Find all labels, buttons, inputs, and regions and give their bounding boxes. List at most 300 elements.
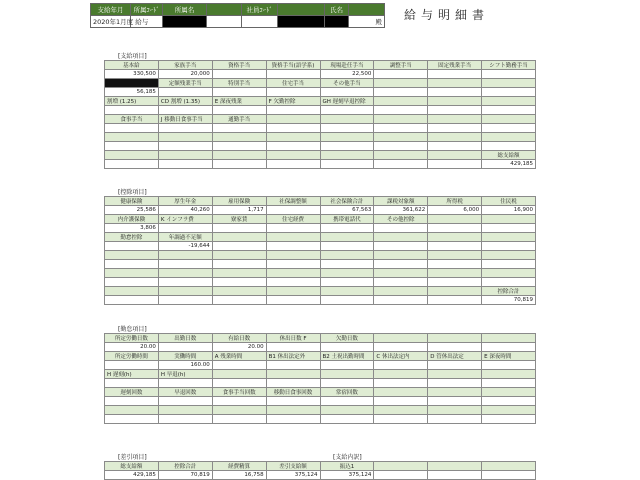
attendance-label-cell: 休出日数 F xyxy=(266,334,320,343)
deductions-value-cell xyxy=(374,278,428,287)
attendance-value-cell xyxy=(428,379,482,388)
payments-value-cell xyxy=(212,88,266,97)
redacted-block xyxy=(278,16,325,28)
attendance-label-cell xyxy=(320,370,374,379)
header-label-row xyxy=(91,4,385,16)
payments-value-cell xyxy=(374,124,428,133)
deductions-value-cell: 67,563 xyxy=(320,206,374,215)
attendance-value-cell xyxy=(266,397,320,406)
attendance-label-cell: 実働時間 xyxy=(158,352,212,361)
deductions-value-cell: 16,900 xyxy=(482,206,536,215)
payments-label-cell xyxy=(482,79,536,88)
deductions-value-cell: 25,586 xyxy=(105,206,159,215)
attendance-value-cell: 20.00 xyxy=(212,343,266,352)
payments-value-cell xyxy=(105,142,159,151)
payments-label-row xyxy=(105,151,536,160)
deductions-value-cell xyxy=(320,242,374,251)
deductions-label-cell xyxy=(158,251,212,260)
payments-value-cell xyxy=(266,142,320,151)
attendance-label-cell: B2 土祝出勤時間 xyxy=(320,352,374,361)
payments-label-cell xyxy=(158,151,212,160)
attendance-value-cell xyxy=(320,379,374,388)
attendance-label-cell: 有給日数 xyxy=(212,334,266,343)
attendance-value-cell xyxy=(158,379,212,388)
attendance-section-label: [勤怠項目] xyxy=(118,326,147,333)
payments-label-cell xyxy=(428,97,482,106)
attendance-label-cell: 所定労働時間 xyxy=(105,352,159,361)
payments-label-cell: 住宅手当 xyxy=(266,79,320,88)
attendance-label-cell xyxy=(482,388,536,397)
deductions-label-cell xyxy=(374,269,428,278)
summary-table xyxy=(104,461,536,480)
deductions-label-cell xyxy=(482,251,536,260)
deductions-label-cell xyxy=(105,287,159,296)
header-value-blank xyxy=(207,16,242,28)
attendance-value-cell xyxy=(374,397,428,406)
payments-value-cell: 56,185 xyxy=(105,88,159,97)
deductions-label-row xyxy=(105,215,536,224)
deductions-value-cell xyxy=(212,278,266,287)
payments-label-cell xyxy=(105,133,159,142)
payments-label-cell: 固定残業手当 xyxy=(428,61,482,70)
payments-value-cell xyxy=(105,124,159,133)
payments-value-cell: 330,500 xyxy=(105,70,159,79)
attendance-value-cell xyxy=(105,415,159,424)
payments-label-cell: 現場赴任手当 xyxy=(320,61,374,70)
dept-code-label: 所属ｺｰﾄﾞ xyxy=(131,4,163,16)
payments-label-cell: 資格手当(語学系) xyxy=(266,61,320,70)
payments-value-cell xyxy=(482,70,536,79)
summary-label-cell xyxy=(482,462,536,471)
payments-label-cell xyxy=(266,115,320,124)
payments-value-cell xyxy=(266,106,320,115)
deductions-value-cell xyxy=(105,296,159,305)
payments-value-cell xyxy=(482,124,536,133)
deductions-label-cell: 課税対象額 xyxy=(374,197,428,206)
summary-value-cell: 375,124 xyxy=(320,471,374,480)
payments-value-cell xyxy=(158,142,212,151)
deductions-label-row xyxy=(105,197,536,206)
payments-value-row xyxy=(105,160,536,169)
payments-label-row xyxy=(105,79,536,88)
deductions-value-cell xyxy=(482,224,536,233)
payments-value-cell: 429,185 xyxy=(482,160,536,169)
deductions-value-row xyxy=(105,224,536,233)
deductions-label-cell xyxy=(428,233,482,242)
pay-period-label: 支給年月 xyxy=(91,4,131,16)
attendance-label-cell: H 遅刻(h) xyxy=(105,370,159,379)
attendance-label-cell xyxy=(428,334,482,343)
deductions-value-cell xyxy=(266,206,320,215)
deductions-value-cell xyxy=(428,242,482,251)
payments-label-cell xyxy=(428,79,482,88)
payments-label-row xyxy=(105,61,536,70)
name-label: 氏名 xyxy=(325,4,349,16)
summary-value-cell xyxy=(374,471,428,480)
payments-label-cell xyxy=(374,151,428,160)
deductions-value-cell xyxy=(105,278,159,287)
payments-label-cell: J 移動日食事手当 xyxy=(158,115,212,124)
payments-label-cell xyxy=(374,79,428,88)
payments-label-cell: 家族手当 xyxy=(158,61,212,70)
attendance-label-row xyxy=(105,370,536,379)
deductions-label-cell: 住民税 xyxy=(482,197,536,206)
deductions-label-cell: K インフラ費 xyxy=(158,215,212,224)
deductions-label-cell xyxy=(374,251,428,260)
payments-value-cell xyxy=(212,70,266,79)
deductions-label-cell: 年調過不足額 xyxy=(158,233,212,242)
deductions-label-cell xyxy=(212,287,266,296)
payments-value-cell xyxy=(158,160,212,169)
deductions-label-cell xyxy=(320,269,374,278)
deductions-value-cell xyxy=(212,242,266,251)
deductions-value-cell xyxy=(212,260,266,269)
payments-value-cell xyxy=(320,142,374,151)
employee-code-label: 社員ｺｰﾄﾞ xyxy=(242,4,278,16)
deductions-label-cell xyxy=(428,269,482,278)
deductions-value-cell xyxy=(105,260,159,269)
deductions-value-cell xyxy=(482,278,536,287)
attendance-value-cell xyxy=(158,415,212,424)
payments-label-cell: E 深夜残業 xyxy=(212,97,266,106)
attendance-value-cell xyxy=(320,343,374,352)
payments-label-cell: F 欠勤控除 xyxy=(266,97,320,106)
payments-value-cell: 20,000 xyxy=(158,70,212,79)
attendance-label-cell: 遅刻回数 xyxy=(105,388,159,397)
attendance-value-cell xyxy=(374,343,428,352)
deductions-value-cell: 6,000 xyxy=(428,206,482,215)
deductions-label-cell xyxy=(105,251,159,260)
deductions-value-cell xyxy=(428,260,482,269)
attendance-value-cell xyxy=(266,415,320,424)
payments-value-cell xyxy=(428,88,482,97)
attendance-value-cell xyxy=(105,397,159,406)
deductions-label-row xyxy=(105,233,536,242)
payment-breakdown-label: [支給内訳] xyxy=(333,454,362,461)
deductions-label-cell xyxy=(266,233,320,242)
summary-label-cell xyxy=(374,462,428,471)
attendance-value-cell xyxy=(266,379,320,388)
payments-value-cell xyxy=(212,142,266,151)
deductions-label-cell xyxy=(212,251,266,260)
summary-value-cell: 16,758 xyxy=(212,471,266,480)
attendance-label-cell xyxy=(482,406,536,415)
deductions-value-cell xyxy=(482,260,536,269)
attendance-value-cell xyxy=(320,361,374,370)
payments-value-cell xyxy=(105,160,159,169)
deductions-value-cell: 361,622 xyxy=(374,206,428,215)
attendance-label-cell: 出勤日数 xyxy=(158,334,212,343)
payments-section-label: [支給項目] xyxy=(118,53,147,60)
payments-value-cell xyxy=(320,160,374,169)
summary-label-row xyxy=(105,462,536,471)
deductions-value-cell xyxy=(374,296,428,305)
deductions-label-cell xyxy=(320,233,374,242)
deductions-value-cell xyxy=(158,296,212,305)
attendance-value-cell xyxy=(482,343,536,352)
summary-value-cell: 429,185 xyxy=(105,471,159,480)
payments-label-cell: その他手当 xyxy=(320,79,374,88)
payments-value-cell xyxy=(428,106,482,115)
attendance-value-cell xyxy=(428,415,482,424)
deductions-label-cell xyxy=(482,233,536,242)
deductions-value-row xyxy=(105,278,536,287)
payments-value-row xyxy=(105,70,536,79)
deductions-section-label: [控除項目] xyxy=(118,189,147,196)
attendance-label-cell xyxy=(266,370,320,379)
attendance-label-cell xyxy=(428,406,482,415)
attendance-value-cell xyxy=(105,361,159,370)
payments-label-cell xyxy=(482,133,536,142)
attendance-label-cell: 食事手当回数 xyxy=(212,388,266,397)
deductions-label-cell xyxy=(212,269,266,278)
attendance-value-cell xyxy=(320,415,374,424)
attendance-label-cell xyxy=(212,370,266,379)
deductions-label-cell: 内介護保険 xyxy=(105,215,159,224)
summary-section-label: [差引項目] xyxy=(118,454,147,461)
payments-label-cell xyxy=(212,133,266,142)
attendance-label-row xyxy=(105,388,536,397)
deductions-value-cell: -19,644 xyxy=(158,242,212,251)
payments-label-cell: 特別手当 xyxy=(212,79,266,88)
payments-value-cell xyxy=(266,88,320,97)
attendance-label-cell: 常宿回数 xyxy=(320,388,374,397)
attendance-value-cell xyxy=(212,379,266,388)
payments-label-cell: CD 割増 (1.35) xyxy=(158,97,212,106)
attendance-value-cell xyxy=(374,415,428,424)
attendance-label-cell: D 管休出法定 xyxy=(428,352,482,361)
payments-value-cell xyxy=(374,142,428,151)
deductions-label-cell xyxy=(428,287,482,296)
deductions-value-cell xyxy=(266,260,320,269)
deductions-label-cell xyxy=(266,269,320,278)
payments-value-cell xyxy=(374,106,428,115)
attendance-value-cell xyxy=(482,415,536,424)
payments-value-cell xyxy=(320,88,374,97)
header-table xyxy=(90,3,385,28)
attendance-label-cell: E 深夜時間 xyxy=(482,352,536,361)
payments-label-cell xyxy=(320,151,374,160)
payments-label-cell xyxy=(374,133,428,142)
deductions-value-row xyxy=(105,242,536,251)
deductions-value-cell xyxy=(158,260,212,269)
payments-value-cell xyxy=(428,124,482,133)
attendance-label-cell: A 残業時間 xyxy=(212,352,266,361)
deductions-label-cell: 所得税 xyxy=(428,197,482,206)
payments-label-row xyxy=(105,97,536,106)
deductions-value-cell xyxy=(320,278,374,287)
attendance-value-cell xyxy=(105,379,159,388)
attendance-value-row xyxy=(105,343,536,352)
attendance-value-row xyxy=(105,397,536,406)
payments-label-cell xyxy=(212,151,266,160)
attendance-label-cell xyxy=(105,406,159,415)
attendance-label-cell: H 早退(h) xyxy=(158,370,212,379)
deductions-value-cell xyxy=(266,224,320,233)
deductions-label-cell xyxy=(482,269,536,278)
attendance-value-row xyxy=(105,361,536,370)
attendance-label-cell: C 休出法定内 xyxy=(374,352,428,361)
summary-label-cell: 控除合計 xyxy=(158,462,212,471)
deductions-label-row xyxy=(105,269,536,278)
payments-value-cell xyxy=(428,70,482,79)
deductions-label-cell xyxy=(158,269,212,278)
deductions-value-cell xyxy=(266,296,320,305)
attendance-label-cell xyxy=(428,388,482,397)
deductions-label-cell xyxy=(158,287,212,296)
attendance-value-cell xyxy=(320,397,374,406)
attendance-value-cell: 160.00 xyxy=(158,361,212,370)
payments-label-cell xyxy=(482,97,536,106)
header-label-blank xyxy=(207,4,242,16)
redacted-block xyxy=(325,16,349,28)
attendance-value-cell xyxy=(482,397,536,406)
payments-value-row xyxy=(105,106,536,115)
payments-value-cell xyxy=(428,142,482,151)
summary-value-cell xyxy=(482,471,536,480)
attendance-value-cell xyxy=(158,343,212,352)
payments-label-cell: 調整手当 xyxy=(374,61,428,70)
deductions-value-row xyxy=(105,260,536,269)
attendance-label-cell xyxy=(374,370,428,379)
deductions-label-cell xyxy=(428,251,482,260)
payments-value-cell: 22,500 xyxy=(320,70,374,79)
deductions-value-cell xyxy=(320,260,374,269)
payments-table xyxy=(104,60,536,169)
attendance-value-row xyxy=(105,379,536,388)
attendance-value-cell xyxy=(428,343,482,352)
summary-label-cell: 総支給額 xyxy=(105,462,159,471)
summary-value-row xyxy=(105,471,536,480)
deductions-label-cell xyxy=(374,287,428,296)
deductions-value-cell: 1,717 xyxy=(212,206,266,215)
deductions-label-cell: 健康保険 xyxy=(105,197,159,206)
summary-label-cell: 差引支給額 xyxy=(266,462,320,471)
deductions-value-cell xyxy=(105,242,159,251)
attendance-label-cell xyxy=(374,388,428,397)
payments-value-cell xyxy=(105,106,159,115)
payments-value-cell xyxy=(212,106,266,115)
honorific: 殿 xyxy=(349,16,385,28)
attendance-label-row xyxy=(105,352,536,361)
deductions-label-cell: 雇用保険 xyxy=(212,197,266,206)
payments-label-cell xyxy=(428,133,482,142)
deductions-value-cell xyxy=(266,278,320,287)
deductions-value-cell xyxy=(158,278,212,287)
deductions-label-cell: 勤怠控除 xyxy=(105,233,159,242)
payments-value-row xyxy=(105,142,536,151)
attendance-table xyxy=(104,333,536,424)
attendance-value-cell xyxy=(212,397,266,406)
attendance-value-cell xyxy=(482,361,536,370)
deductions-label-cell xyxy=(320,251,374,260)
payments-label-cell xyxy=(320,115,374,124)
deductions-label-cell: 社会保険合計 xyxy=(320,197,374,206)
deductions-value-cell xyxy=(266,242,320,251)
summary-value-cell: 375,124 xyxy=(266,471,320,480)
payments-value-cell xyxy=(374,160,428,169)
payments-value-row xyxy=(105,124,536,133)
payments-value-cell xyxy=(266,160,320,169)
payments-label-cell xyxy=(266,151,320,160)
payments-label-cell: 基本給 xyxy=(105,61,159,70)
payments-value-cell xyxy=(158,124,212,133)
attendance-label-cell xyxy=(158,406,212,415)
attendance-value-cell xyxy=(266,361,320,370)
attendance-label-cell xyxy=(482,334,536,343)
attendance-value-cell xyxy=(428,361,482,370)
payments-value-cell xyxy=(482,88,536,97)
summary-label-cell xyxy=(428,462,482,471)
header-label-blank xyxy=(278,4,325,16)
deductions-value-cell xyxy=(374,224,428,233)
deductions-value-cell xyxy=(428,224,482,233)
deductions-label-row xyxy=(105,251,536,260)
deductions-label-cell xyxy=(212,233,266,242)
deductions-value-cell: 70,819 xyxy=(482,296,536,305)
payments-value-cell xyxy=(374,88,428,97)
attendance-label-cell xyxy=(212,406,266,415)
attendance-label-cell xyxy=(320,406,374,415)
header-value-row xyxy=(91,16,385,28)
deductions-label-cell: 控除合計 xyxy=(482,287,536,296)
payments-value-cell xyxy=(482,106,536,115)
deductions-value-cell xyxy=(212,296,266,305)
payments-label-cell xyxy=(158,133,212,142)
payments-value-cell xyxy=(158,88,212,97)
deductions-label-cell xyxy=(105,269,159,278)
payments-label-cell xyxy=(105,79,159,88)
payments-label-cell xyxy=(428,115,482,124)
deductions-value-cell xyxy=(374,242,428,251)
attendance-label-row xyxy=(105,334,536,343)
payments-value-cell xyxy=(374,70,428,79)
attendance-value-cell xyxy=(212,361,266,370)
attendance-value-cell xyxy=(428,397,482,406)
payments-value-cell xyxy=(212,124,266,133)
summary-label-cell: 振込1 xyxy=(320,462,374,471)
attendance-value-cell xyxy=(266,343,320,352)
summary-value-cell xyxy=(428,471,482,480)
attendance-label-cell: 所定労働日数 xyxy=(105,334,159,343)
attendance-value-cell xyxy=(374,361,428,370)
attendance-value-cell xyxy=(374,379,428,388)
deductions-value-row xyxy=(105,296,536,305)
deductions-value-cell xyxy=(158,224,212,233)
payments-value-cell xyxy=(158,106,212,115)
payments-label-cell: 食事手当 xyxy=(105,115,159,124)
deductions-value-cell xyxy=(374,260,428,269)
attendance-label-cell xyxy=(374,406,428,415)
payments-value-cell xyxy=(482,142,536,151)
attendance-label-cell xyxy=(266,406,320,415)
attendance-label-cell xyxy=(482,370,536,379)
deductions-value-cell xyxy=(320,296,374,305)
deductions-value-cell xyxy=(320,224,374,233)
deductions-table xyxy=(104,196,536,305)
payments-label-cell xyxy=(428,151,482,160)
deductions-value-cell xyxy=(482,242,536,251)
summary-label-cell: 経費精算 xyxy=(212,462,266,471)
attendance-value-cell xyxy=(482,379,536,388)
payments-label-row xyxy=(105,115,536,124)
payments-value-cell xyxy=(320,106,374,115)
deductions-label-cell xyxy=(266,251,320,260)
payments-value-cell xyxy=(212,160,266,169)
payments-value-cell xyxy=(266,70,320,79)
payments-label-cell xyxy=(374,115,428,124)
deductions-value-cell xyxy=(428,278,482,287)
